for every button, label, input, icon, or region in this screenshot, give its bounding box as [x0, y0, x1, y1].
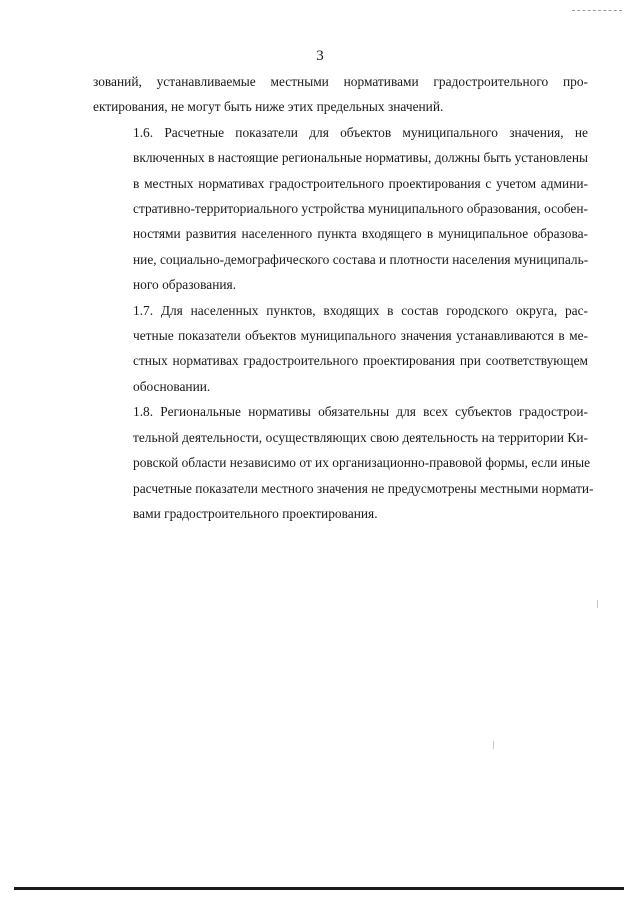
text-line: 1.6. Расчетные показатели для объектов муниципального значения, не: [133, 124, 588, 140]
paragraph-1-6: [93, 120, 588, 298]
text-line: включенных в настоящие региональные нормативы, должны быть установлены: [133, 150, 588, 166]
paragraph-continuation: [93, 69, 588, 120]
text-line: вами градостроительного проектирования.: [133, 505, 378, 521]
text-line: обосновании.: [133, 378, 211, 394]
bottom-rule: [14, 887, 624, 890]
text-line: ние, социально-демографического состава и плотности населения муниципаль-: [133, 251, 589, 267]
text-line: зований, устанавливаемые местными нормативами градостроительного про-: [93, 74, 588, 89]
text-line: ровской области независимо от их организационно-правовой формы, если иные: [133, 455, 591, 471]
document-body: [93, 69, 594, 526]
page-number: 3: [316, 48, 324, 64]
paragraph-1-8: [93, 399, 594, 526]
paragraph-1-7: [93, 298, 588, 400]
text-line: ектирования, не могут быть ниже этих предельных значений.: [93, 99, 444, 115]
text-line: 1.8. Региональные нормативы обязательны для всех субъектов градострои-: [133, 404, 588, 420]
text-line: в местных нормативах градостроительного проектирования с учетом админи-: [133, 175, 588, 191]
text-line: тельной деятельности, осуществляющих свою деятельность на территории Ки-: [133, 429, 588, 445]
text-line: расчетные показатели местного значения не предусмотрены местными нормати-: [133, 480, 594, 496]
text-line: стративно-территориального устройства муниципального образования, особен-: [133, 201, 588, 217]
text-line: ностями развития населенного пункта входящего в муниципальное образова-: [133, 226, 588, 242]
scan-corner-mark: [572, 10, 622, 13]
scan-speck: [597, 600, 598, 608]
scan-speck: [493, 741, 494, 749]
text-line: стных нормативах градостроительного проектирования при соответствующем: [133, 353, 588, 369]
text-line: четные показатели объектов муниципального значения устанавливаются в ме-: [133, 328, 588, 344]
text-line: 1.7. Для населенных пунктов, входящих в состав городского округа, рас-: [133, 302, 588, 318]
text-line: ного образования.: [133, 277, 237, 293]
